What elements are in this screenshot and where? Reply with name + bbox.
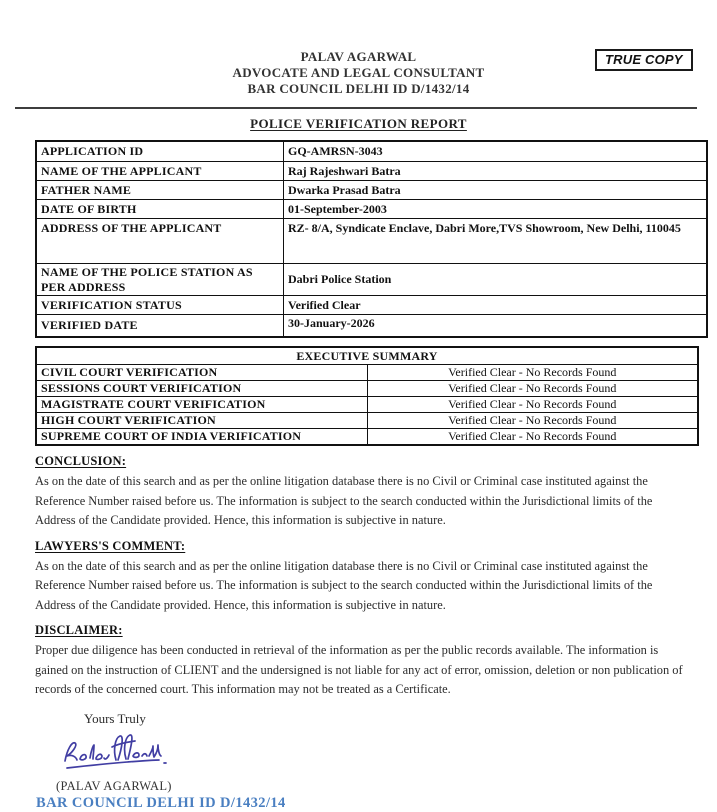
section-disclaimer: [35, 623, 699, 700]
detail-label: VERIFIED DATE: [36, 315, 284, 338]
detail-value: GQ-AMRSN-3043: [284, 141, 708, 162]
detail-value: Dwarka Prasad Batra: [284, 181, 708, 200]
report-title-text: POLICE VERIFICATION REPORT: [250, 116, 467, 131]
report-title: [0, 115, 717, 133]
bar-council-id: BAR COUNCIL DELHI ID D/1432/14: [36, 794, 286, 811]
detail-label: ADDRESS OF THE APPLICANT: [36, 219, 284, 264]
header-rule: [15, 107, 697, 109]
handwritten-signature: [59, 732, 177, 776]
letterhead-bar-id: BAR COUNCIL DELHI ID D/1432/14: [247, 81, 470, 96]
detail-label: APPLICATION ID: [36, 141, 284, 162]
executive-summary-header: EXECUTIVE SUMMARY: [36, 347, 698, 365]
executive-summary-table: [35, 346, 699, 446]
summary-label: MAGISTRATE COURT VERIFICATION: [36, 397, 367, 413]
letterhead-name: PALAV AGARWAL: [300, 49, 417, 64]
section-heading: LAWYERS'S COMMENT:: [35, 538, 186, 553]
section-body: As on the date of this search and as per the online litigation database there is no Civil or Criminal case instituted against the Reference Number raised before us. The information is subject to the search conducted within the Jurisdictional limits of the Address of the Candidate provided. Hence, this information is subjective in nature.: [35, 474, 653, 527]
true-copy-stamp: TRUE COPY: [595, 49, 693, 71]
detail-value: Verified Clear: [284, 296, 708, 315]
detail-label: DATE OF BIRTH: [36, 200, 284, 219]
detail-label: FATHER NAME: [36, 181, 284, 200]
table-row: [36, 264, 707, 296]
table-header-row: [36, 347, 698, 365]
table-row: [36, 219, 707, 264]
detail-value: Raj Rajeshwari Batra: [284, 162, 708, 181]
applicant-details-table: [35, 140, 708, 338]
summary-value: Verified Clear - No Records Found: [367, 413, 698, 429]
detail-value: Dabri Police Station: [284, 264, 708, 296]
section-body: As on the date of this search and as per the online litigation database there is no Civil or Criminal case instituted against the Reference Number raised before us. The information is subject to the search conducted within the Jurisdictional limits of the Address of the Candidate provided. Hence, this information is subjective in nature.: [35, 558, 653, 612]
closing-text: Yours Truly: [84, 710, 146, 726]
summary-value: Verified Clear - No Records Found: [367, 365, 698, 381]
table-row: [36, 162, 707, 181]
table-row: [36, 315, 707, 338]
summary-label: HIGH COURT VERIFICATION: [36, 413, 367, 429]
detail-value: RZ- 8/A, Syndicate Enclave, Dabri More,TVS Showroom, New Delhi, 110045: [284, 219, 708, 264]
section-heading: CONCLUSION:: [35, 454, 127, 468]
detail-value: 01-September-2003: [284, 200, 708, 219]
summary-value: Verified Clear - No Records Found: [367, 381, 698, 397]
table-row: [36, 181, 707, 200]
summary-label: CIVIL COURT VERIFICATION: [36, 365, 367, 381]
detail-label: NAME OF THE POLICE STATION AS PER ADDRESS: [36, 264, 284, 296]
section-lawyers-comment: [35, 539, 699, 616]
table-row: [36, 200, 707, 219]
table-row: [36, 141, 707, 162]
table-row: [36, 429, 698, 446]
table-row: [36, 296, 707, 315]
table-row: [36, 365, 698, 381]
detail-label: VERIFICATION STATUS: [36, 296, 284, 315]
letterhead-title: ADVOCATE AND LEGAL CONSULTANT: [232, 65, 485, 80]
detail-value: 30-January-2026: [284, 315, 708, 338]
section-body: Proper due diligence has been conducted in retrieval of the information as per the public records available. The information is gained on the instruction of CLIENT and the undersigned is not liable for any act of error, omission, deletion or non publication of records of the concerned court. This information may not be treated as a Certificate.: [35, 643, 683, 696]
signatory-name: (PALAV AGARWAL): [56, 778, 172, 793]
summary-value: Verified Clear - No Records Found: [367, 429, 698, 446]
section-heading: DISCLAIMER:: [35, 623, 123, 637]
table-row: [36, 397, 698, 413]
report-body: [35, 140, 699, 812]
summary-value: Verified Clear - No Records Found: [367, 397, 698, 413]
section-conclusion: [35, 454, 699, 531]
detail-label: NAME OF THE APPLICANT: [36, 162, 284, 181]
summary-label: SESSIONS COURT VERIFICATION: [36, 381, 367, 397]
table-row: [36, 413, 698, 429]
table-row: [36, 381, 698, 397]
summary-label: SUPREME COURT OF INDIA VERIFICATION: [36, 429, 367, 446]
